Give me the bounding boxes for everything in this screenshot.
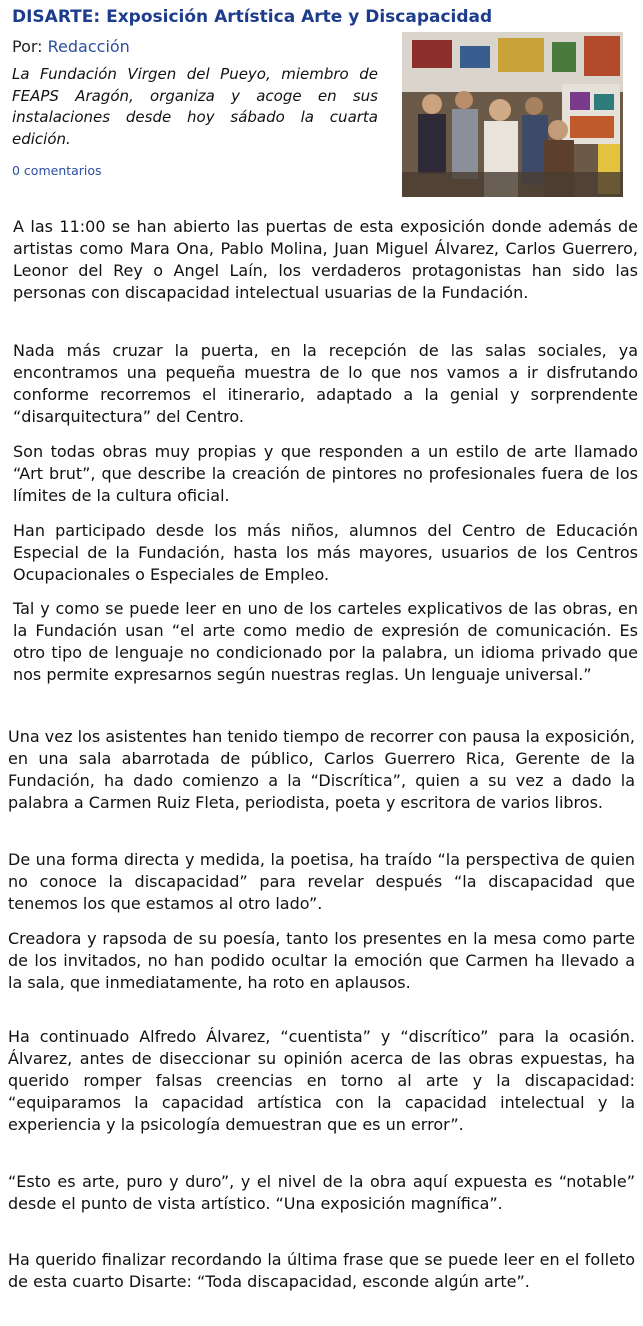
body-paragraph-9: Ha continuado Alfredo Álvarez, “cuentista” y “discrítico” para la ocasión. Álvarez, antes de diseccionar su opinión acerca de las obras expuestas, ha querido romper falsas creencias en torno al arte y la discapacidad: “equiparamos la capacidad artística con la capacidad intelectual y la experiencia y la psicología demuestran que es un error”.	[8, 1027, 635, 1134]
byline	[12, 37, 130, 56]
body-paragraph-11: Ha querido finalizar recordando la última frase que se puede leer en el folleto de esta cuarto Disarte: “Toda discapacidad, esconde algún arte”.	[8, 1250, 635, 1291]
body-paragraph-4: Han participado desde los más niños, alumnos del Centro de Educación Especial de la Fundación, hasta los más mayores, usuarios de los Centros Ocupacionales o Especiales de Empleo.	[13, 521, 638, 584]
body-paragraph-6: Una vez los asistentes han tenido tiempo de recorrer con pausa la exposición, en una sala abarrotada de público, Carlos Guerrero Rica, Gerente de la Fundación, ha dado comienzo a la “Discrítica”, quien a su vez a dado la palabra a Carmen Ruiz Fleta, periodista, poeta y escritora de varios libros.	[8, 727, 635, 812]
exhibition-photo	[402, 32, 623, 197]
comments-link[interactable]: 0 comentarios	[12, 163, 102, 178]
article-title: DISARTE: Exposición Artística Arte y Discapacidad	[12, 7, 493, 27]
body-paragraph-10: “Esto es arte, puro y duro”, y el nivel de la obra aquí expuesta es “notable” desde el punto de vista artístico. “Una exposición magnífica”.	[8, 1172, 635, 1213]
author-link[interactable]: Redacción	[47, 37, 130, 56]
body-paragraph-2: Nada más cruzar la puerta, en la recepción de las salas sociales, ya encontramos una pequeña muestra de lo que nos vamos a ir disfrutando conforme recorremos el itinerario, adaptado a la genial y sorprendente “disarquitectura” del Centro.	[13, 341, 638, 426]
body-paragraph-8: Creadora y rapsoda de su poesía, tanto los presentes en la mesa como parte de los invitados, no han podido ocultar la emoción que Carmen ha llevado a la sala, que inmediatamente, ha roto en aplausos.	[8, 929, 635, 992]
byline-prefix: Por:	[12, 37, 48, 56]
body-paragraph-1: A las 11:00 se han abierto las puertas de esta exposición donde además de artistas como Mara Ona, Pablo Molina, Juan Miguel Álvarez, Carlos Guerrero, Leonor del Rey o Angel Laín, los verdaderos protagonistas han sido las personas con discapacidad intelectual usuarias de la Fundación.	[13, 217, 638, 302]
body-paragraph-3: Son todas obras muy propias y que responden a un estilo de arte llamado “Art brut”, que describe la creación de pintores no profesionales fuera de los límites de la cultura oficial.	[13, 442, 638, 505]
body-paragraph-7: De una forma directa y medida, la poetisa, ha traído “la perspectiva de quien no conoce la discapacidad” para revelar después “la discapacidad que tenemos los que estamos al otro lado”.	[8, 850, 635, 913]
body-paragraph-5: Tal y como se puede leer en uno de los carteles explicativos de las obras, en la Fundación usan “el arte como medio de expresión de comunicación. Es otro tipo de lenguaje no condicionado por la palabra, un idioma privado que nos permite expresarnos según nuestras reglas. Un lenguaje universal.”	[13, 599, 638, 684]
article-lead: La Fundación Virgen del Pueyo, miembro de FEAPS Aragón, organiza y acoge en sus instalaciones desde hoy sábado la cuarta edición.	[12, 65, 378, 148]
